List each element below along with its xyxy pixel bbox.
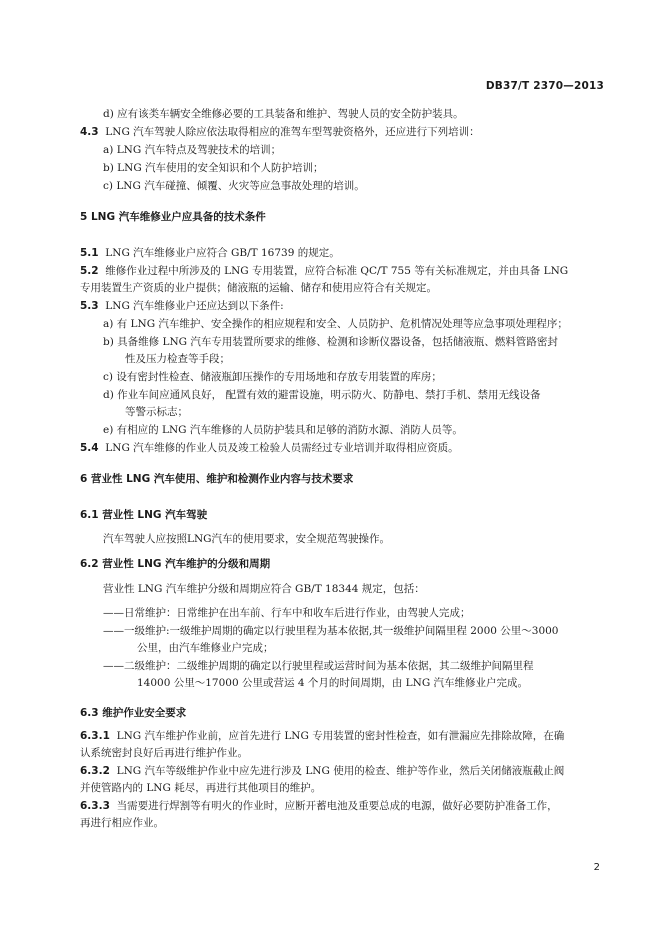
clause-6-3-2-cont: 并使管路内的 LNG 耗尽，再进行其他项目的维护。: [80, 782, 322, 794]
clause-6-3-1: [80, 729, 564, 743]
clause-5-4: [80, 441, 459, 455]
subsection-heading-6-3: 6.3 维护作业安全要求: [80, 707, 187, 719]
page-number: 2: [593, 862, 600, 873]
section-heading-6: 6 营业性 LNG 汽车使用、维护和检测作业内容与技术要求: [80, 473, 354, 485]
clause-number: 5.2: [80, 265, 99, 277]
clause-number: 5.1: [80, 247, 99, 259]
document-header: DB37/T 2370—2013: [485, 80, 604, 92]
clause-number: 5.4: [80, 442, 99, 454]
dash-item-first: ——一级维护:一级维护周期的确定以行驶里程为基本依据,其一级维护间隔里程 2000 公里～3000: [103, 625, 559, 637]
list-item-b: b) 具备维修 LNG 汽车专用装置所要求的维修、检测和诊断仪器设备，包括储液瓶、燃料管路密封: [103, 336, 558, 348]
clause-6-3-3: [80, 799, 558, 813]
clause-text: LNG 汽车驾驶人除应依法取得相应的准驾车型驾驶资格外，还应进行下列培训：: [105, 126, 480, 138]
clause-number: 6.3.3: [80, 800, 110, 812]
clause-5-2-cont: 专用装置生产资质的业户提供；储液瓶的运输、储存和使用应符合有关规定。: [80, 282, 437, 294]
clause-text: 当需要进行焊割等有明火的作业时，应断开蓄电池及重要总成的电源，做好必要防护准备工作，: [116, 800, 558, 812]
section-heading-5: 5 LNG 汽车维修业户应具备的技术条件: [80, 211, 266, 223]
list-item-c: c) 设有密封性检查、储液瓶卸压操作的专用场地和存放专用装置的库房；: [103, 371, 442, 383]
clause-5-3: [80, 299, 284, 313]
clause-number: 4.3: [80, 126, 99, 138]
subsection-heading-6-2: 6.2 营业性 LNG 汽车维护的分级和周期: [80, 558, 271, 570]
subsection-heading-6-1: 6.1 营业性 LNG 汽车驾驶: [80, 509, 208, 521]
list-item-b: b) LNG 汽车使用的安全知识和个人防护培训；: [103, 162, 324, 174]
dash-item-daily: ——日常维护：日常维护在出车前、行车中和收车后进行作业，由驾驶人完成；: [103, 607, 471, 619]
clause-text: 维修作业过程中所涉及的 LNG 专用装置，应符合标准 QC/T 755 等有关标准规定，并由具备 LNG: [105, 265, 569, 277]
dash-item-second-cont: 14000 公里～17000 公里或营运 4 个月的时间周期，由 LNG 汽车维修业户完成。: [137, 677, 529, 689]
list-item-a: a) LNG 汽车特点及驾驶技术的培训；: [103, 144, 282, 156]
clause-6-3-1-cont: 认系统密封良好后再进行维护作业。: [80, 747, 248, 759]
paragraph-6-1: 汽车驾驶人应按照LNG汽车的使用要求，安全规范驾驶操作。: [103, 533, 391, 545]
clause-text: LNG 汽车维修的作业人员及竣工检验人员需经过专业培训并取得相应资质。: [105, 442, 459, 454]
list-item-c: c) LNG 汽车碰撞、倾覆、火灾等应急事故处理的培训。: [103, 180, 365, 192]
clause-number: 5.3: [80, 300, 99, 312]
clause-number: 6.3.1: [80, 730, 110, 742]
list-item-d: d) 作业车间应通风良好， 配置有效的避雷设施，明示防火、防静电、禁打手机、禁用无线设备: [103, 389, 541, 401]
list-item-b-cont: 性及压力检查等手段；: [125, 353, 230, 365]
dash-item-second: ——二级维护：二级维护周期的确定以行驶里程或运营时间为基本依据，其二级维护间隔里程: [103, 660, 534, 672]
clause-text: LNG 汽车维护作业前，应首先进行 LNG 专用装置的密封性检查，如有泄漏应先排除故障，在确: [116, 730, 565, 742]
dash-item-first-cont: 公里，由汽车维修业户完成；: [137, 642, 274, 654]
list-item-a: a) 有 LNG 汽车维护、安全操作的相应规程和安全、人员防护、危机情况处理等应急事项处理程序；: [103, 318, 568, 330]
list-item-d-cont: 等警示标志；: [125, 406, 188, 418]
clause-4-3: [80, 125, 480, 139]
clause-number: 6.3.2: [80, 765, 110, 777]
clause-5-1: [80, 246, 340, 260]
list-item-e: e) 有相应的 LNG 汽车维修的人员防护装具和足够的消防水源、消防人员等。: [103, 424, 463, 436]
list-item-d: d) 应有该类车辆安全维修必要的工具装备和维护、驾驶人员的安全防护装具。: [103, 108, 464, 120]
clause-6-3-2: [80, 764, 564, 778]
paragraph-6-2: 营业性 LNG 汽车维护分级和周期应符合 GB/T 18344 规定，包括：: [103, 583, 425, 595]
clause-text: LNG 汽车等级维护作业中应先进行涉及 LNG 使用的检查、维护等作业，然后关闭储液瓶截止阀: [116, 765, 565, 777]
clause-6-3-3-cont: 再进行相应作业。: [80, 817, 164, 829]
clause-5-2: [80, 264, 568, 278]
clause-text: LNG 汽车维修业户应符合 GB/T 16739 的规定。: [105, 247, 340, 259]
clause-text: LNG 汽车维修业户还应达到以下条件:: [105, 300, 284, 312]
